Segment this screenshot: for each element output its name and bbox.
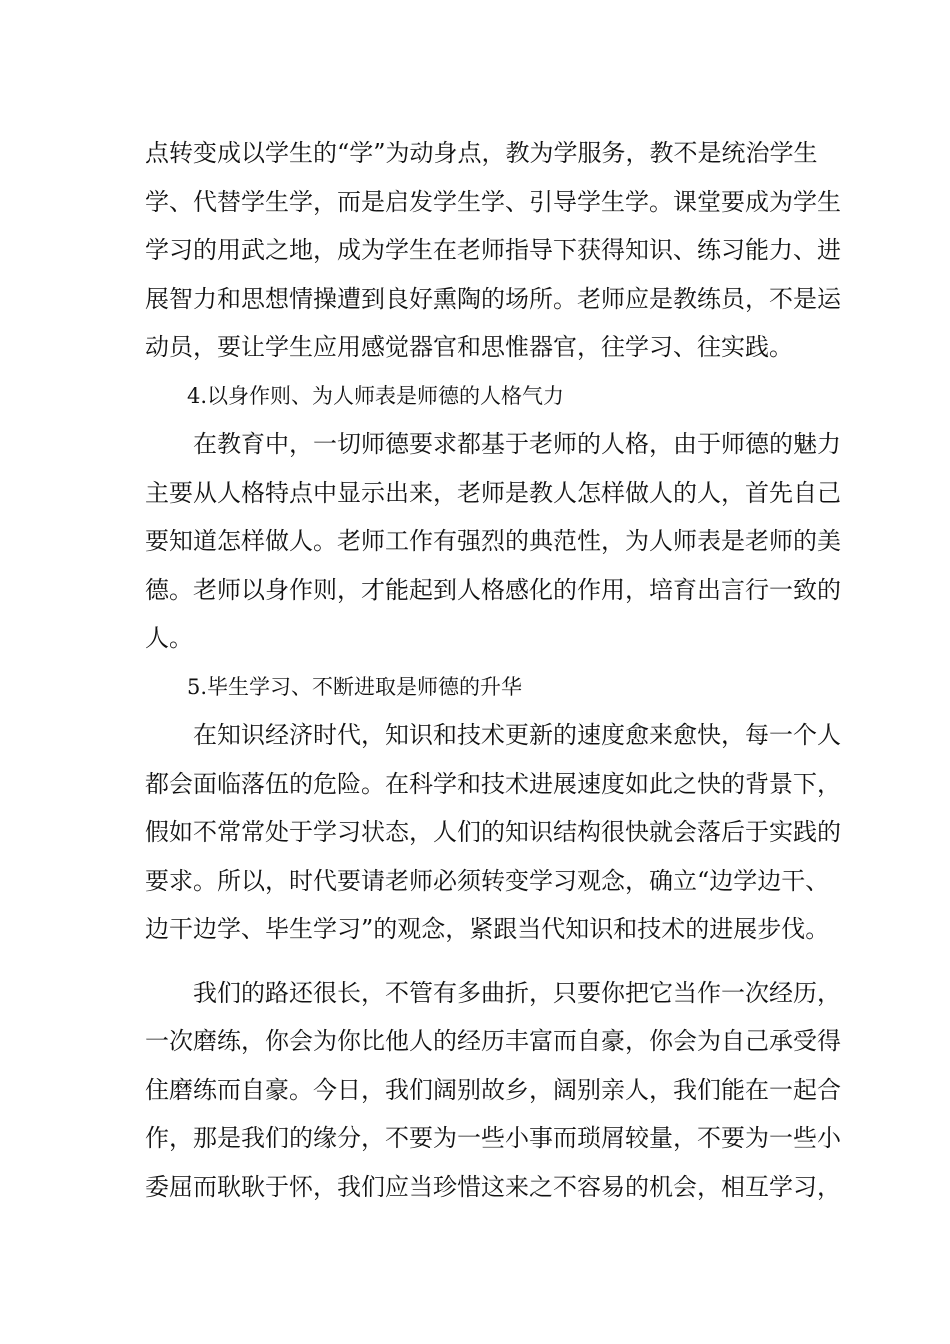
text-line: 动员，要让学生应用感觉器官和思惟器官，往学习、往实践。 bbox=[145, 333, 793, 361]
section-heading: 4.以身作则、为人师表是师德的人格气力 bbox=[187, 383, 565, 408]
text-line: 要求。所以，时代要请老师必须转变学习观念，确立“边学边干、 bbox=[145, 866, 830, 895]
text-line: 主要从人格特点中显示出来，老师是教人怎样做人的人，首先自己 bbox=[145, 478, 841, 507]
text-line: 在教育中，一切师德要求都基于老师的人格，由于师德的魅力 bbox=[193, 430, 841, 458]
section-heading: 5.毕生学习、不断进取是师德的升华 bbox=[187, 674, 523, 699]
text-line: 住磨练而自豪。今日，我们阔别故乡，阔别亲人，我们能在一起合 bbox=[145, 1075, 841, 1104]
text-line: 要知道怎样做人。老师工作有强烈的典范性，为人师表是老师的美 bbox=[145, 527, 841, 555]
text-line: 作，那是我们的缘分，不要为一些小事而琐屑较量，不要为一些小 bbox=[145, 1124, 841, 1152]
text-line: 边干边学、毕生学习”的观念，紧跟当代知识和技术的进展步伐。 bbox=[145, 915, 830, 943]
text-line: 点转变成以学生的“学”为动身点，教为学服务，教不是统治学生 bbox=[145, 139, 818, 167]
text-line: 在知识经济时代，知识和技术更新的速度愈来愈快，每一个人 bbox=[193, 721, 841, 749]
text-line: 学习的用武之地，成为学生在老师指导下获得知识、练习能力、进 bbox=[145, 236, 841, 264]
text-line: 展智力和思想情操遭到良好熏陶的场所。老师应是教练员，不是运 bbox=[145, 284, 841, 313]
text-line: 一次磨练，你会为你比他人的经历丰富而自豪，你会为自己承受得 bbox=[145, 1027, 841, 1055]
text-line: 都会面临落伍的危险。在科学和技术进展速度如此之快的背景下， bbox=[145, 769, 841, 798]
text-line: 德。老师以身作则，才能起到人格感化的作用，培育出言行一致的 bbox=[145, 575, 841, 604]
document-body bbox=[145, 129, 841, 1211]
text-line: 我们的路还很长，不管有多曲折，只要你把它当作一次经历， bbox=[193, 978, 841, 1007]
text-line: 学、代替学生学，而是启发学生学、引导学生学。课堂要成为学生 bbox=[145, 187, 841, 216]
text-line: 委屈而耿耿于怀，我们应当珍惜这来之不容易的机会，相互学习， bbox=[145, 1172, 841, 1201]
text-line: 人。 bbox=[145, 624, 193, 652]
text-line: 假如不常常处于学习状态，人们的知识结构很快就会落后于实践的 bbox=[145, 818, 841, 846]
